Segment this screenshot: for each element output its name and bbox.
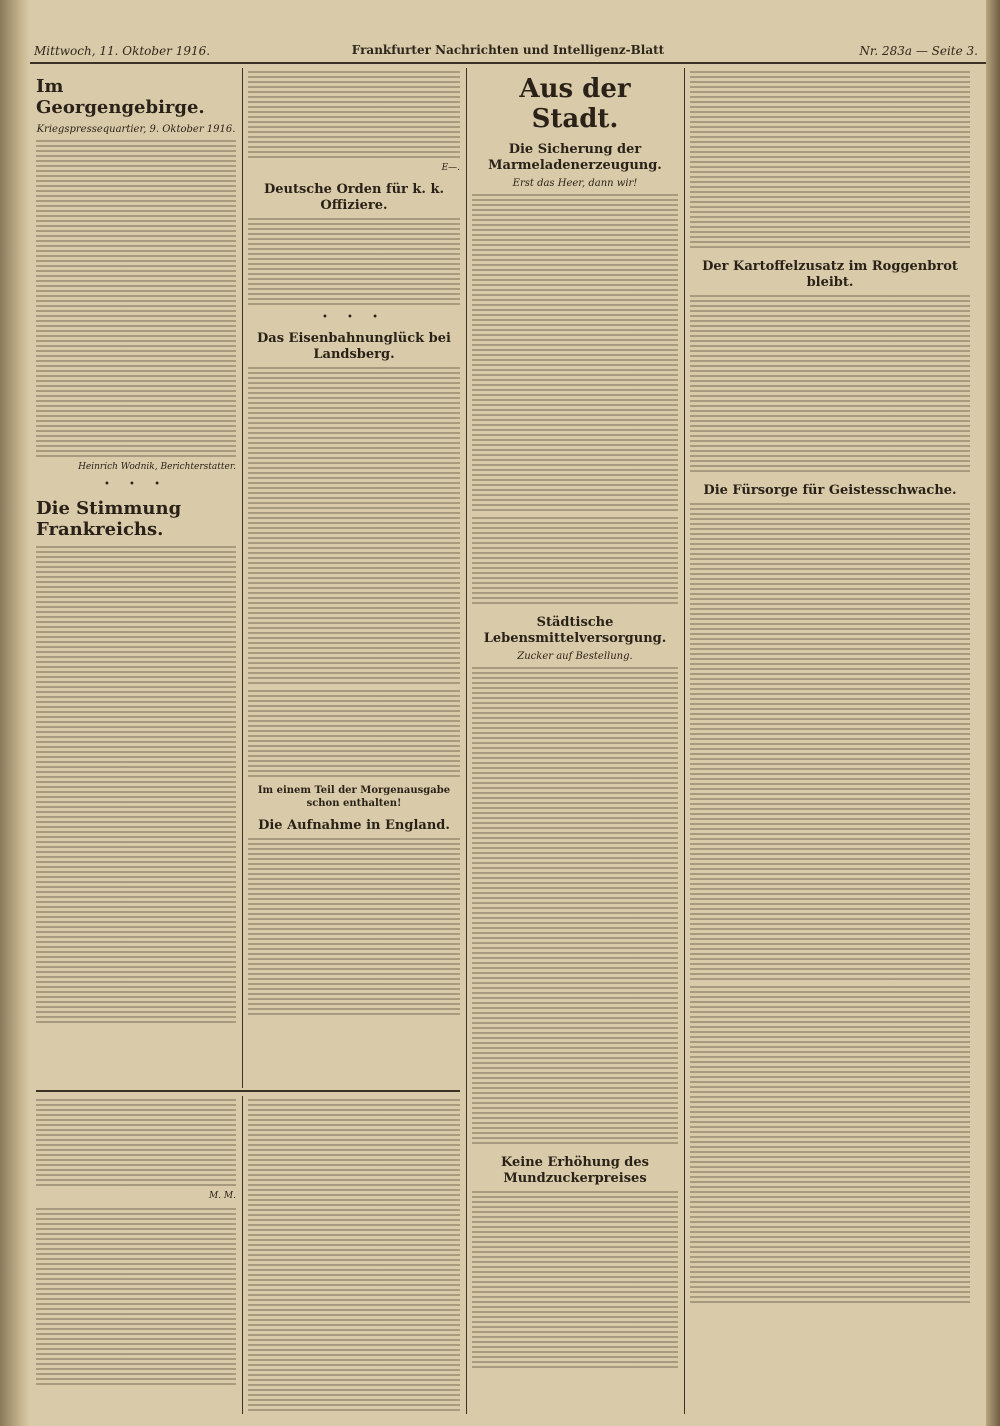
headline-aufnahme-england: Die Aufnahme in England. bbox=[258, 818, 450, 833]
headline-stimmung-frankreichs: Die Stimmung Frankreichs. bbox=[36, 498, 182, 540]
headline-georgengebirge: Im Georgengebirge. bbox=[36, 76, 205, 118]
column-3 bbox=[472, 68, 678, 1414]
article-body bbox=[690, 71, 970, 251]
column-2 bbox=[248, 68, 460, 1088]
headline-geistesschwache: Die Fürsorge für Geistesschwache. bbox=[703, 483, 957, 498]
article-body bbox=[248, 71, 460, 161]
article-body bbox=[36, 1208, 236, 1388]
article-body bbox=[472, 667, 678, 1147]
subtitle-zucker: Zucker auf Bestellung. bbox=[517, 651, 633, 662]
feuilleton-column-2 bbox=[248, 1096, 460, 1414]
article-body bbox=[472, 194, 678, 514]
section-title-stadt: Aus der Stadt. bbox=[519, 74, 631, 134]
article-body bbox=[690, 295, 970, 475]
page-header bbox=[30, 40, 986, 64]
book-spine bbox=[986, 0, 1000, 1426]
headline-lebensmittelversorgung: Städtische Lebensmittelversorgung. bbox=[483, 615, 667, 646]
article-body bbox=[690, 503, 970, 983]
issue-number: Nr. 283a — Seite 3. bbox=[859, 44, 978, 58]
article-body bbox=[248, 218, 460, 308]
article-body bbox=[690, 986, 970, 1306]
article-body bbox=[36, 140, 236, 460]
headline-marmelade: Die Sicherung der Marmeladenerzeugung. bbox=[488, 142, 662, 173]
signature-e: E—. bbox=[441, 163, 460, 173]
article-body bbox=[248, 838, 460, 1018]
article-body bbox=[248, 690, 460, 780]
article-body bbox=[248, 367, 460, 687]
separator: • • • bbox=[103, 479, 169, 490]
column-rule bbox=[684, 68, 685, 1414]
headline-deutsche-orden: Deutsche Orden für k. k. Offiziere. bbox=[263, 182, 444, 213]
notice-morgenausgabe: Im einem Teil der Morgenausgabe schon enthalten! bbox=[257, 785, 451, 809]
article-body bbox=[472, 1191, 678, 1371]
feuilleton-rule bbox=[36, 1090, 460, 1092]
headline-mundzuckerpreis: Keine Erhöhung des Mundzuckerpreises bbox=[500, 1155, 649, 1186]
header-date: Mittwoch, 11. Oktober 1916. bbox=[34, 44, 211, 58]
article-body bbox=[248, 1099, 460, 1414]
column-rule bbox=[466, 68, 467, 1414]
article-body bbox=[36, 546, 236, 1026]
column-rule bbox=[242, 68, 243, 1088]
separator: • • • bbox=[321, 312, 387, 323]
column-rule bbox=[242, 1096, 243, 1414]
article-body bbox=[36, 1099, 236, 1189]
signature-mm: M. M. bbox=[208, 1191, 236, 1201]
headline-kartoffelzusatz: Der Kartoffelzusatz im Roggenbrot bleibt. bbox=[702, 259, 958, 290]
column-4 bbox=[690, 68, 970, 1414]
subtitle-marmelade: Erst das Heer, dann wir! bbox=[512, 178, 638, 189]
article-body bbox=[472, 517, 678, 607]
signature-wodnik: Heinrich Wodnik, Berichterstatter. bbox=[78, 462, 236, 472]
feuilleton-column-1 bbox=[36, 1096, 236, 1414]
dateline-georgengebirge: Kriegspressequartier, 9. Oktober 1916. bbox=[36, 124, 236, 135]
masthead: Frankfurter Nachrichten und Intelligenz-Blatt bbox=[351, 43, 665, 57]
page-gutter bbox=[0, 0, 30, 1426]
column-1 bbox=[36, 68, 236, 1088]
headline-eisenbahnunglueck: Das Eisenbahnunglück bei Landsberg. bbox=[257, 331, 451, 362]
